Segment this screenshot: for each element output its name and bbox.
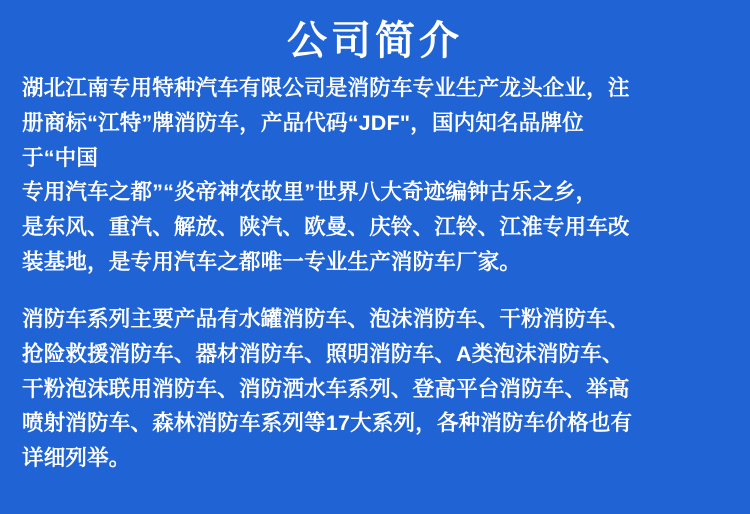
paragraph-intro-line-1: 湖北江南专用特种汽车有限公司是消防车专业生产龙头企业，注 (22, 76, 630, 100)
paragraph-products-line-5: 详细列举。 (22, 446, 131, 471)
page-title: 公司简介 (287, 19, 463, 63)
page-body (18, 71, 732, 476)
paragraph-intro (22, 71, 728, 280)
paragraph-products-line-4: 喷射消防车、森林消防车系列等17大系列，各种消防车价格也有 (22, 411, 633, 436)
paragraph-products-line-3: 干粉泡沫联用消防车、消防洒水车系列、登高平台消防车、举高 (22, 376, 630, 401)
paragraph-intro-line-6: 装基地，是专用汽车之都唯一专业生产消防车厂家。 (22, 250, 522, 275)
paragraph-intro-line-5: 是东风、重汽、解放、陕汽、欧曼、庆铃、江铃、江淮专用车改 (22, 215, 630, 240)
paragraph-products-line-2: 抢险救援消防车、器材消防车、照明消防车、A类泡沫消防车、 (22, 341, 624, 366)
paragraph-intro-line-3: 于“中国 (22, 145, 99, 170)
paragraph-intro-line-2: 册商标“江特”牌消防车，产品代码“JDF"，国内知名品牌位 (22, 110, 584, 135)
paragraph-products-line-1: 消防车系列主要产品有水罐消防车、泡沫消防车、干粉消防车、 (22, 306, 630, 331)
paragraph-products (22, 302, 728, 476)
paragraph-intro-line-4: 专用汽车之都”“炎帝神农故里”世界八大奇迹编钟古乐之乡， (22, 180, 598, 205)
